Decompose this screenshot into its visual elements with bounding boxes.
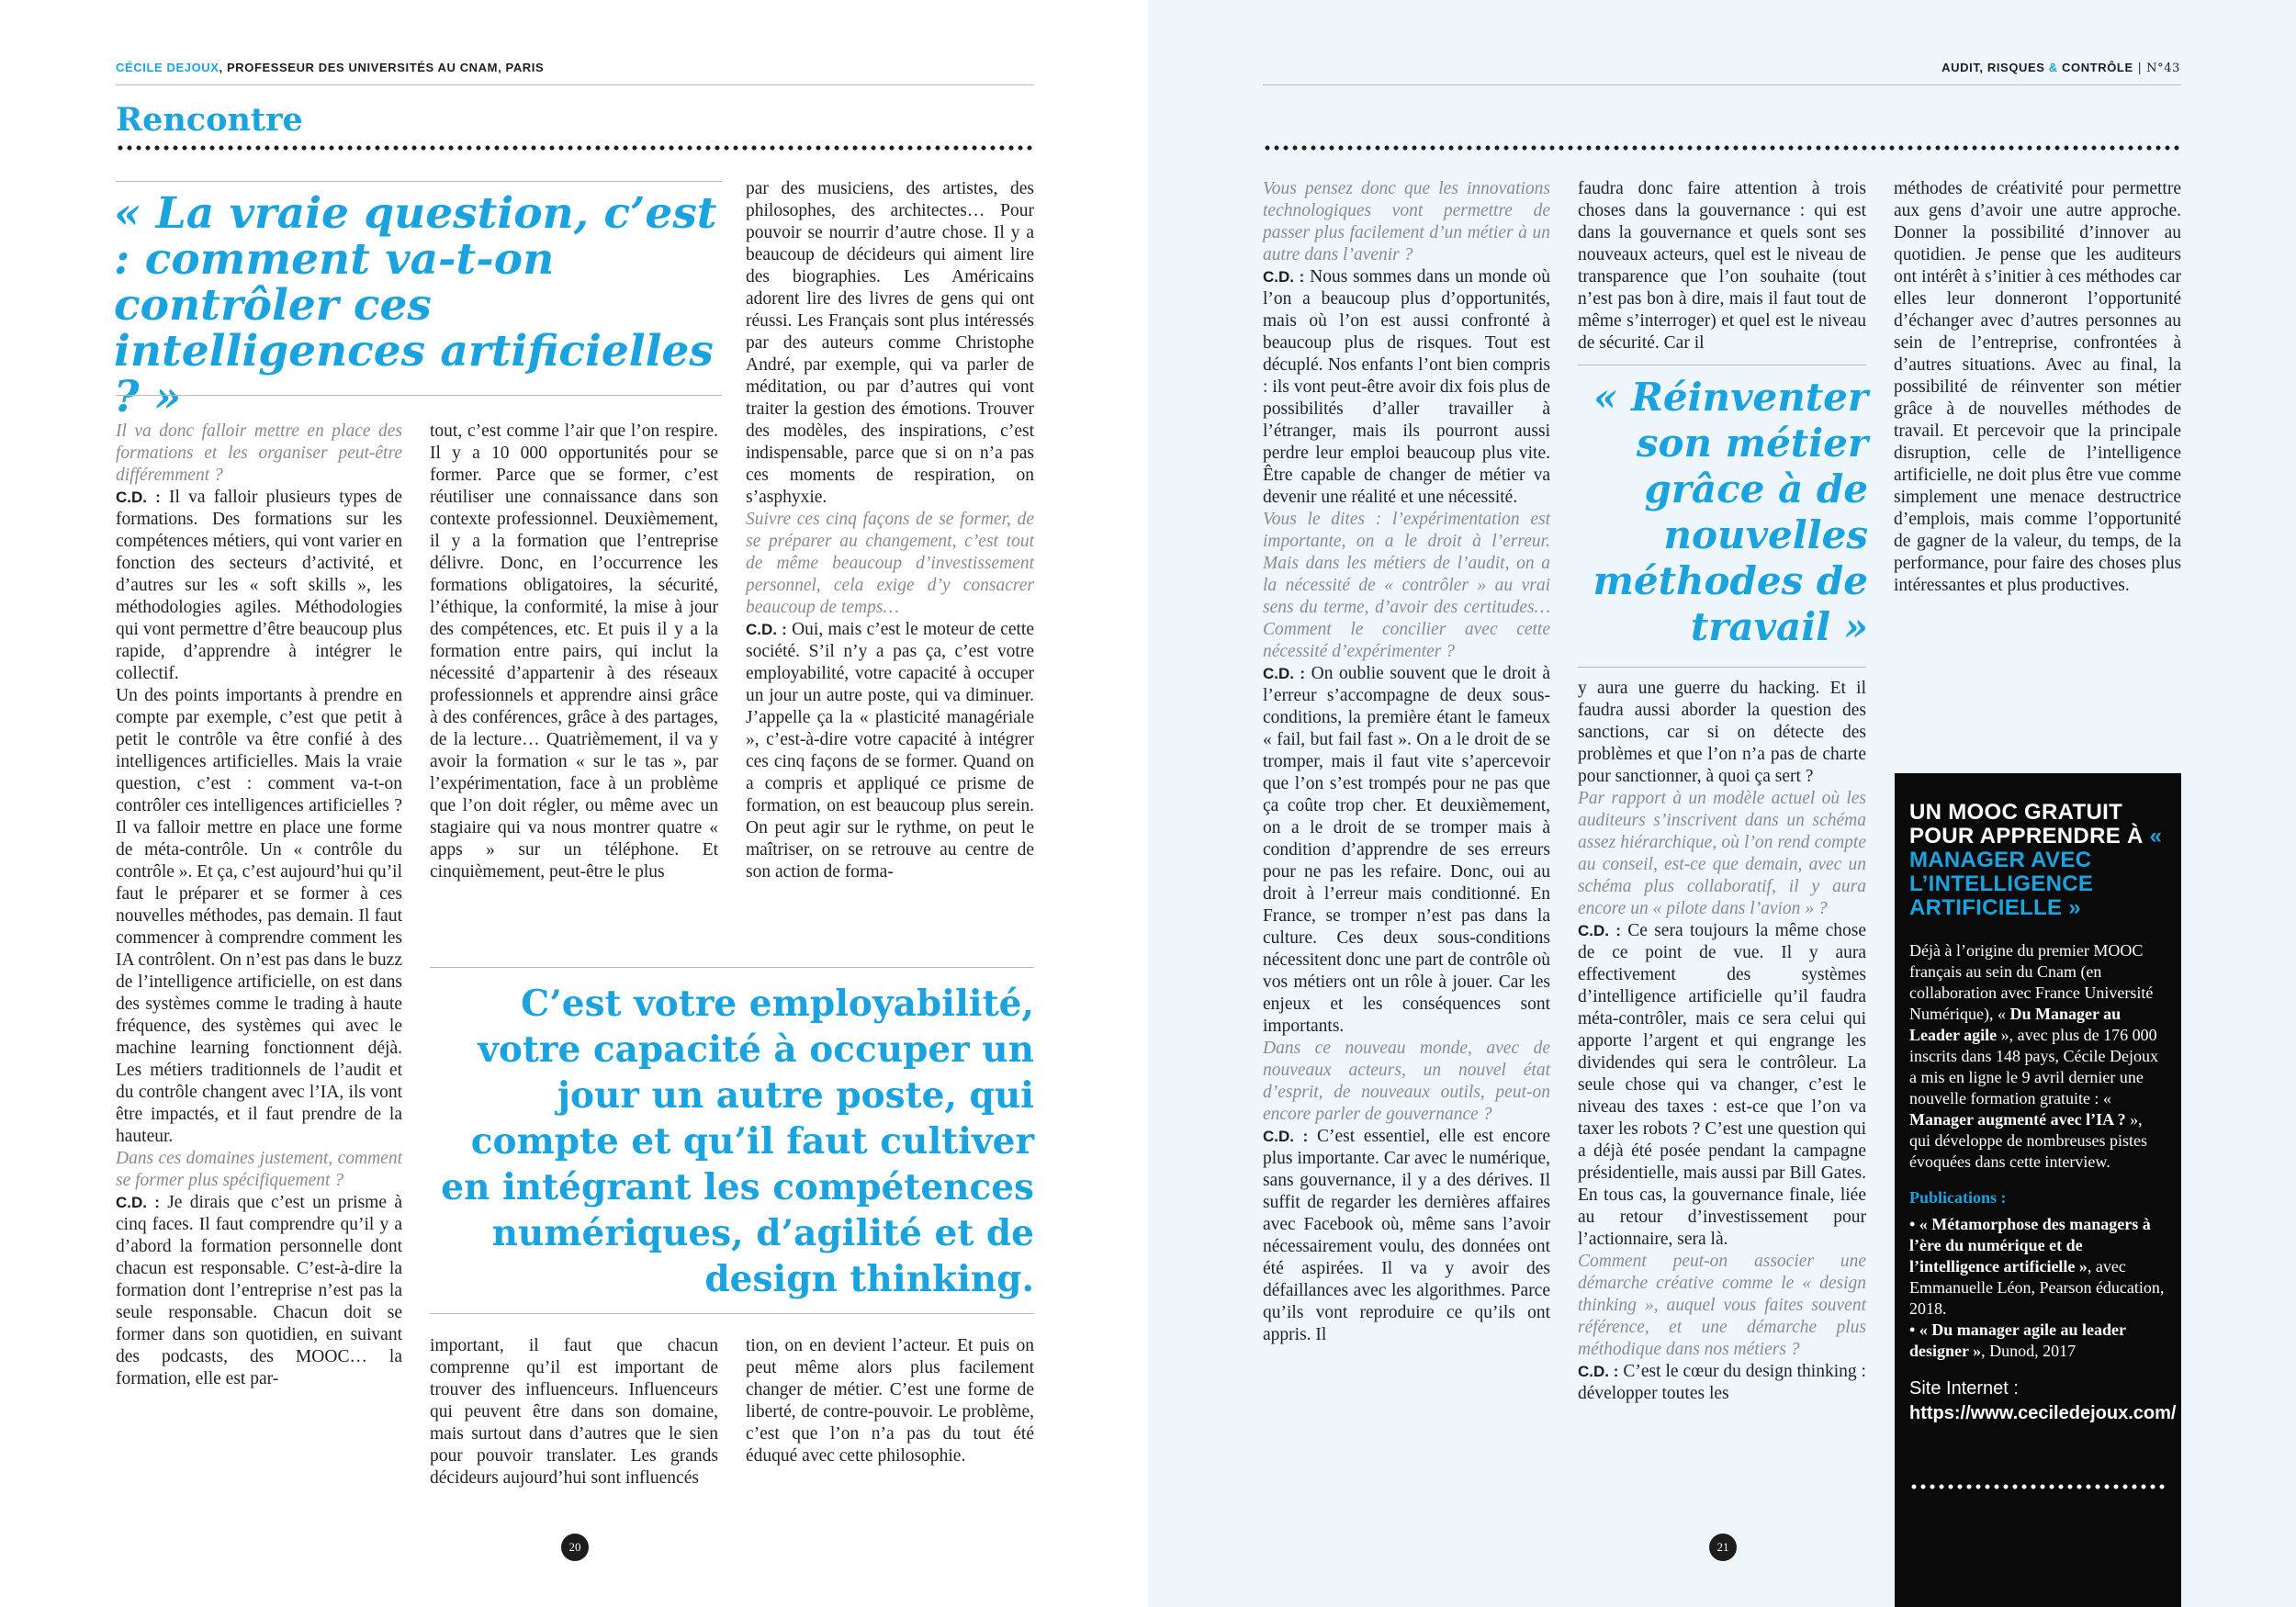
- left-column-2-top: [430, 421, 718, 883]
- left-column-3-top: [746, 178, 1034, 883]
- answer: C.D. : Je dirais que c’est un prisme à cinq faces. Il faut comprendre qu’il y a d’abord la formation personnelle dont chacun est responsable. C’est-à-dire la formation dont l’entreprise n’est pas la seule responsable. Chacun doit se former dans son quotidien, en suivant des podcasts, des MOOC… la formation, elle est par-: [116, 1193, 402, 1388]
- pull-quote-rule-bottom: [1578, 667, 1866, 668]
- page-number-right: 21: [1709, 1534, 1737, 1561]
- publications-heading: Publications :: [1909, 1188, 2007, 1207]
- section-dotted-rule: [1263, 145, 2181, 151]
- right-column-2-top: [1578, 178, 1866, 354]
- answer: C.D. : C’est le cœur du design thinking : développer toutes les: [1578, 1362, 1866, 1403]
- pull-quote-rule-bottom: [430, 1313, 1034, 1314]
- question: Dans ce nouveau monde, avec de nouveaux acteurs, un nouvel état d’esprit, de nouveaux outils, peut-on encore parler de gouvernance ?: [1263, 1039, 1550, 1124]
- answer: Un des points importants à prendre en compte par exemple, c’est que petit à petit le contrôle va être confié à des intelligences artificielles. Mais la vraie question, c’est : comment va-t-on contrôler ces intelligences artificielles ? Il va falloir mettre en place une forme de méta-contrôle. Un « contrôle du contrôle ». Et ça, c’est aujourd’hui qu’il faut le préparer et se former à ces nouvelles méthodes, pas demain. Il faut commencer à comprendre comment les IA contrôlent. On n’est pas dans le buzz de l’intelligence artificielle, on est dans des systèmes comme le trading à haute fréquence, des systèmes qui avec le machine learning fonctionnent déjà. Les métiers traditionnels de l’audit et du contrôle changent avec l’IA, ils vont être impactés, et il faut prendre de la hauteur.: [116, 686, 402, 1146]
- pull-quote: C’est votre employabilité, votre capacité à occuper un jour un autre poste, qui compte et qu’il faut cultiver en intégrant les compétences numériques, d’agilité et de design thinking.: [441, 983, 1034, 1300]
- right-column-2-bottom: [1578, 678, 1866, 1405]
- mooc-sidebar-box: [1895, 773, 2181, 1607]
- answer: C.D. : C’est essentiel, elle est encore plus importante. Car avec le numérique, sans gouvernance, il y a des dérives. Il suffit de regarder les dernières affaires avec Facebook où, même sans l’avoir nécessairement voulu, des données ont été aspirées. Il va y avoir des défaillances avec les algorithmes. Parce qu’ils vont reproduire ce qu’ils ont appris. Il: [1263, 1127, 1550, 1344]
- pull-quote-rule-top: [430, 967, 1034, 968]
- answer: C.D. : On oublie souvent que le droit à l’erreur s’accompagne de deux sous-conditions, la première étant le fameux « fail, but fail fast ». On a le droit de se tromper, mais il faut vite s’apercevoir que l’on s’est trompés pour ne pas que ça coûte trop cher. Et deuxièmement, on a le droit de se tromper mais à condition d’apprendre de ses erreurs pour ne pas les refaire. Donc, oui au droit à l’erreur mais conditionné. En France, se tromper n’est pas dans la culture. Ces deux sous-conditions nécessitent donc une part de contrôle où vos métiers ont un rôle à jouer. Car les enjeux et les conséquences sont importants.: [1263, 664, 1550, 1036]
- answer: C.D. : Oui, mais c’est le moteur de cette société. S’il n’y a pas ça, c’est votre employabilité, votre capacité à occuper un jour un autre poste, qui va diminuer. J’appelle ça la « plasticité managériale », c’est-à-dire votre capacité à intégrer ces cinq façons de se former. Quand on a compris et appliqué ce prisme de formation, on est beaucoup plus serein. On peut agir sur le rythme, on peut le maîtriser, on se retrouve au centre de son action de forma-: [746, 620, 1035, 882]
- answer: C.D. : Il va falloir plusieurs types de formations. Des formations sur les compétences métiers, qui vont varier en fonction des secteurs d’activité, et d’autres sur les « soft skills », les méthodologies agiles. Méthodologies qui vont permettre d’être beaucoup plus rapide, d’apprendre à intégrer le collectif.: [116, 488, 402, 683]
- page-number-left: 20: [561, 1534, 589, 1561]
- body-text: tion, on en devient l’acteur. Et puis on peut même alors plus facilement changer de métier. C’est une forme de liberté, de contre-pouvoir. Le problème, c’est que l’on n’a pas du tout été éduqué avec cette philosophie.: [746, 1336, 1034, 1466]
- question: Suivre ces cinq façons de se former, de se préparer au changement, c’est tout de même beaucoup d’investissement personnel, cela exige d’y consacrer beaucoup de temps…: [746, 510, 1034, 617]
- body-text: méthodes de créativité pour permettre aux gens d’avoir une autre approche. Donner la possibilité d’innover au quotidien. Je pense que les auditeurs ont intérêt à s’initier à ces méthodes car elles leur donneront l’opportunité d’échanger avec d’autres personnes au sein de l’entreprise, confrontées à d’autres situations. Avec au final, la possibilité de réinventer son métier grâce à de nouvelles méthodes de travail. Et percevoir que la principale disruption, celle de l’intelligence artificielle, ne doit plus être vue comme simplement une menace destructrice d’emplois, mais comme l’opportunité de gagner de la valeur, du temps, de la performance, pour faire des choses plus intéressantes et plus productives.: [1894, 179, 2181, 595]
- right-column-1: [1263, 178, 1550, 1346]
- pull-quote: « Réinventer son métier grâce à de nouvelles méthodes de travail »: [1593, 375, 1868, 649]
- publication-item: • « Du manager agile au leader designer », Dunod, 2017: [1909, 1320, 2126, 1360]
- left-column-2-bottom: [430, 1335, 718, 1489]
- mooc-description: Déjà à l’origine du premier MOOC français au sein du Cnam (en collaboration avec France Université Numérique), « Du Manager au Leader agile », avec plus de 176 000 inscrits dans 148 pays, Cécile Dejoux a mis en ligne le 9 avril dernier une nouvelle formation gratuite : « Manager augmenté avec l’IA ? », qui développe de nombreuses pistes évoquées dans cette interview.: [1909, 941, 2158, 1171]
- running-head-left: CÉCILE DEJOUX, PROFESSEUR DES UNIVERSITÉS AU CNAM, PARIS: [116, 61, 545, 74]
- headline-quote: « La vraie question, c’est : comment va-t-on contrôler ces intelligences artificielles ? »: [114, 188, 717, 422]
- section-dotted-rule: [116, 145, 1034, 151]
- answer: C.D. : Nous sommes dans un monde où l’on a beaucoup plus d’opportunités, mais où l’on est aussi confronté à beaucoup plus de risques. Tout est décuplé. Nos enfants l’ont bien compris : ils vont peut-être avoir dix fois plus de possibilités d’aller travailler à l’étranger, mais ils pourront aussi perdre leur emploi beaucoup plus vite. Être capable de changer de métier va devenir une réalité et une nécessité.: [1263, 267, 1550, 507]
- left-column-3-bottom: [746, 1335, 1034, 1467]
- body-text: faudra donc faire attention à trois choses dans la gouvernance : qui est dans la gouvernance et quels sont ses nouveaux acteurs, quel est le niveau de transparence que l’on souhaite (tout n’est pas bon à dire, mais il faut tout de même s’interroger) et quel est le niveau de sécurité. Car il: [1578, 179, 1866, 353]
- body-text: y aura une guerre du hacking. Et il faudra aussi aborder la question des sanctions, car si on détecte des problèmes et que l’on n’a pas de charte pour sanctionner, à quoi ça sert ?: [1578, 679, 1866, 786]
- answer: C.D. : Ce sera toujours la même chose de ce point de vue. Il y aura effectivement des systèmes d’intelligence artificielle qu’il faudra méta-contrôler, mais ce sera celui qui apporte l’argent et qui engrange les dividendes qui sera le contrôleur. La seule chose qui va changer, c’est le niveau des taxes : est-ce que l’on va taxer les robots ? C’est une question qui a déjà été posée pendant la campagne présidentielle, mais aussi par Bill Gates. En tous cas, la gouvernance finale, liée au retour d’investissement pour l’actionnaire, sera là.: [1578, 921, 1866, 1249]
- headline-rule-bottom: [116, 395, 722, 396]
- question: Dans ces domaines justement, comment se former plus spécifiquement ?: [116, 1149, 402, 1190]
- body-text: tout, c’est comme l’air que l’on respire. Il y a 10 000 opportunités pour se former. Parce que se former, c’est réutiliser une connaissance dans son contexte professionnel. Deuxièmement, il y a la formation que l’entreprise délivre. Donc, en l’occurrence les formations obligatoires, la sécurité, l’éthique, la conformité, la mise à jour des compétences, etc. Et puis il y a la formation entre pairs, qui inclut la nécessité d’appartenir à des réseaux professionnels et apprendre ainsi grâce à des conférences, grâce à des partages, de la lecture… Quatrièmement, il va y avoir la formation « sur le tas », par l’expérimentation, face à un problème que l’on doit régler, ou même avec un stagiaire qui va nous montrer quatre « apps » sur un téléphone. Et cinquièmement, peut-être le plus: [430, 421, 718, 882]
- mooc-box-title: UN MOOC GRATUIT POUR APPRENDRE À « MANAGER AVEC L’INTELLIGENCE ARTIFICIELLE »: [1909, 800, 2163, 920]
- body-text: important, il faut que chacun comprenne qu’il est important de trouver des influenceurs. Influenceurs qui peuvent être dans son domaine, mais surtout dans d’autres que le sien pour pouvoir translater. Les grands décideurs aujourd’hui sont influencés: [430, 1336, 718, 1488]
- left-column-1: [116, 421, 402, 1390]
- right-column-3: [1894, 178, 2181, 597]
- header-rule: [1263, 84, 2181, 85]
- publication-item: • « Métamorphose des managers à l’ère du numérique et de l’intelligence artificielle », avec Emmanuelle Léon, Pearson éducation, 2018.: [1909, 1215, 2165, 1318]
- running-head-right: AUDIT, RISQUES & CONTRÔLE | N°43: [1941, 61, 2180, 75]
- website-link[interactable]: https://www.ceciledejoux.com/: [1909, 1403, 2177, 1423]
- website-line: Site Internet : https://www.ceciledejoux.com/: [1909, 1378, 2177, 1423]
- question: Vous pensez donc que les innovations technologiques vont permettre de passer plus facilement d’un métier à un autre dans l’avenir ?: [1263, 179, 1550, 264]
- question: Il va donc falloir mettre en place des formations et les organiser peut-être différemment ?: [116, 421, 402, 485]
- question: Vous le dites : l’expérimentation est importante, on a le droit à l’erreur. Mais dans les métiers de l’audit, on a la nécessité de « contrôler » au vrai sens du terme, d’avoir des certitudes… Comment le concilier avec cette nécessité d’expérimenter ?: [1263, 510, 1550, 661]
- header-rule: [116, 84, 1034, 85]
- mooc-dotted-rule: [1909, 1484, 2167, 1489]
- body-text: par des musiciens, des artistes, des philosophes, des architectes… Pour pouvoir se nourrir d’autre chose. Il y a beaucoup de décideurs qui aiment lire des biographies. Les Américains adorent lire des livres de gens qui ont réussi. Les Français sont plus intéressés par des auteurs comme Christophe André, par exemple, qui va parler de méditation, ou par d’autres qui vont traiter la gestion des émotions. Trouver des modèles, des inspirations, c’est indispensable, parce que si on n’a pas ces moments de respiration, on s’asphyxie.: [746, 179, 1034, 507]
- section-label: Rencontre: [116, 101, 303, 139]
- question: Comment peut-on associer une démarche créative comme le « design thinking », auquel vous faites souvent référence, et une démarche plus méthodique dans nos métiers ?: [1578, 1252, 1866, 1359]
- headline-rule-top: [116, 181, 722, 182]
- question: Par rapport à un modèle actuel où les auditeurs s’inscrivent dans un schéma assez hiérarchique, où l’on rend compte au conseil, est-ce que demain, avec un schéma plus collaboratif, il y aura encore un « pilote dans l’avion » ?: [1578, 789, 1866, 918]
